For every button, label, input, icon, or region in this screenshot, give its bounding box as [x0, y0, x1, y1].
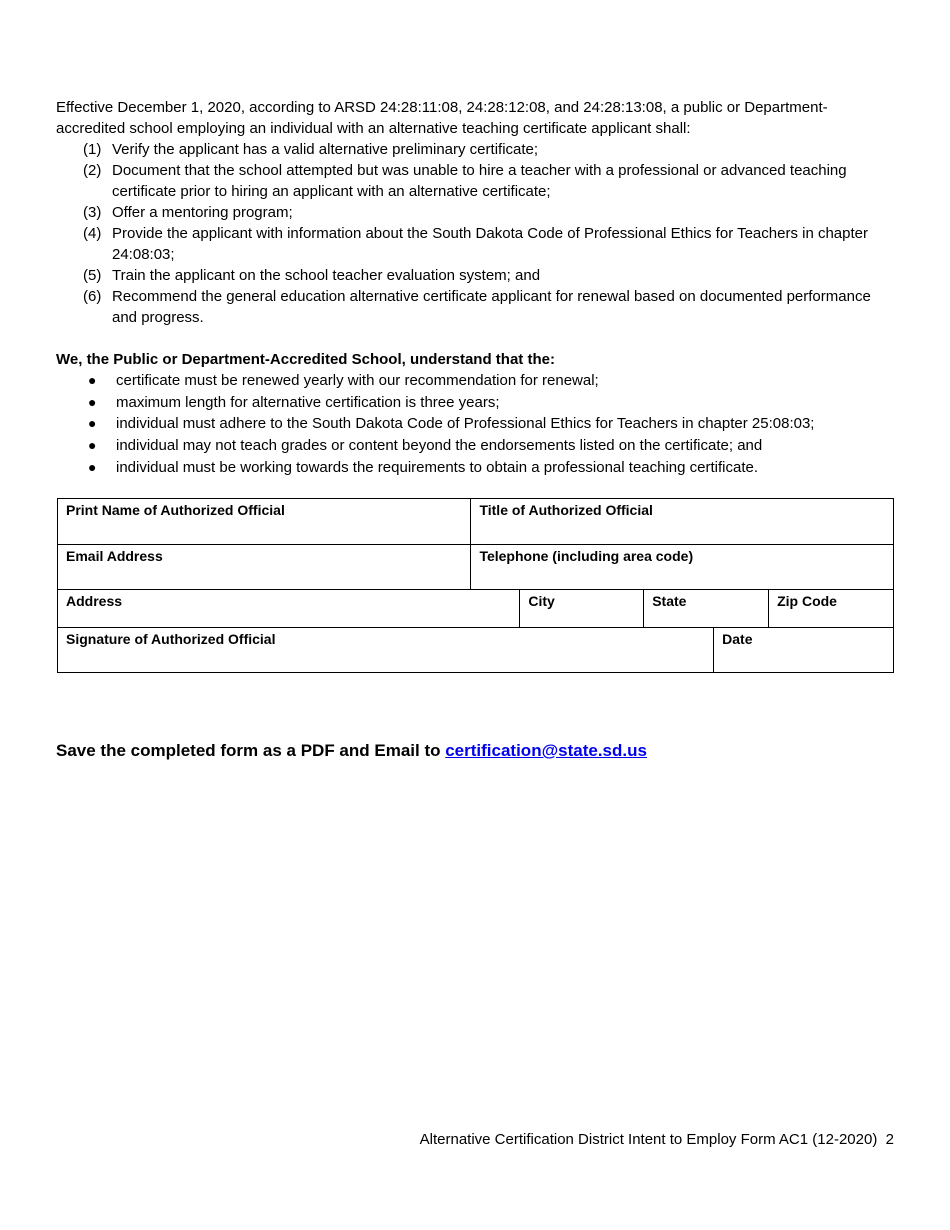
item-text: Recommend the general education alternative certificate applicant for renewal based on documented performance and progress.	[112, 288, 871, 326]
email-field[interactable]	[58, 545, 471, 590]
item-text: Document that the school attempted but was unable to hire a teacher with a professional or advanced teaching certificate prior to hiring an applicant with an alternative certificate;	[112, 162, 847, 200]
intro-paragraph: Effective December 1, 2020, according to ARSD 24:28:11:08, 24:28:12:08, and 24:28:13:08, a public or Department-accredited school employing an individual with an alternative teaching certificate applicant shall:	[56, 99, 828, 137]
telephone-field[interactable]	[471, 545, 894, 590]
list-item	[56, 457, 896, 479]
list-item	[56, 286, 896, 328]
date-field[interactable]	[714, 628, 894, 673]
item-number: (5)	[83, 267, 102, 284]
bullet-icon: ●	[88, 437, 97, 454]
field-label: Date	[722, 631, 753, 647]
field-label: Zip Code	[777, 593, 837, 609]
list-item	[56, 265, 896, 286]
item-number: (2)	[83, 162, 102, 179]
bullet-icon: ●	[88, 415, 97, 432]
list-item	[56, 139, 896, 160]
item-number: (4)	[83, 225, 102, 242]
list-item	[56, 160, 896, 202]
item-text: Train the applicant on the school teacher evaluation system; and	[112, 267, 541, 284]
requirements-list	[56, 139, 896, 328]
signature-form-table	[57, 498, 894, 673]
page-footer: Alternative Certification District Intent to Employ Form AC1 (12-2020) 2	[419, 1131, 894, 1148]
item-number: (6)	[83, 288, 102, 305]
list-item	[56, 202, 896, 223]
field-label: Title of Authorized Official	[479, 502, 653, 518]
field-label: State	[652, 593, 687, 609]
state-field[interactable]	[644, 590, 769, 628]
item-text: individual may not teach grades or content beyond the endorsements listed on the certificate; and	[116, 437, 763, 455]
list-item	[56, 413, 896, 435]
list-item	[56, 392, 896, 414]
print-name-field[interactable]	[58, 499, 471, 545]
bullet-icon: ●	[88, 372, 97, 388]
list-item	[56, 435, 896, 457]
item-text: individual must adhere to the South Dakota Code of Professional Ethics for Teachers in chapter 25:08:03;	[116, 415, 815, 433]
item-number: (3)	[83, 204, 102, 221]
city-field[interactable]	[520, 590, 644, 628]
save-text: Save the completed form as a PDF and Email to	[56, 741, 446, 760]
certification-email-link[interactable]: certification@state.sd.us	[445, 741, 647, 760]
item-text: maximum length for alternative certification is three years;	[116, 393, 500, 411]
item-text: Verify the applicant has a valid alternative preliminary certificate;	[112, 141, 539, 158]
bullet-icon: ●	[88, 458, 97, 475]
field-label: Print Name of Authorized Official	[66, 502, 285, 518]
field-label: Signature of Authorized Official	[66, 631, 276, 647]
understand-heading: We, the Public or Department-Accredited School, understand that the:	[56, 351, 555, 368]
bullet-icon: ●	[88, 393, 97, 410]
list-item	[56, 223, 896, 265]
address-field[interactable]	[58, 590, 520, 628]
title-field[interactable]	[471, 499, 894, 545]
field-label: Telephone (including area code)	[479, 548, 694, 564]
field-label: Address	[66, 593, 123, 609]
signature-field[interactable]	[58, 628, 714, 673]
save-instructions	[56, 741, 647, 761]
understand-list	[56, 370, 896, 479]
item-text: Provide the applicant with information about the South Dakota Code of Professional Ethics for Teachers in chapter 24:08:03;	[112, 225, 868, 263]
item-text: certificate must be renewed yearly with our recommendation for renewal;	[116, 372, 599, 389]
field-label: City	[528, 593, 555, 609]
item-number: (1)	[83, 141, 102, 158]
item-text: individual must be working towards the requirements to obtain a professional teaching certificate.	[116, 458, 759, 476]
list-item	[56, 370, 896, 392]
zip-code-field[interactable]	[769, 590, 894, 628]
item-text: Offer a mentoring program;	[112, 204, 293, 221]
document-body	[56, 97, 896, 479]
field-label: Email Address	[66, 548, 163, 564]
